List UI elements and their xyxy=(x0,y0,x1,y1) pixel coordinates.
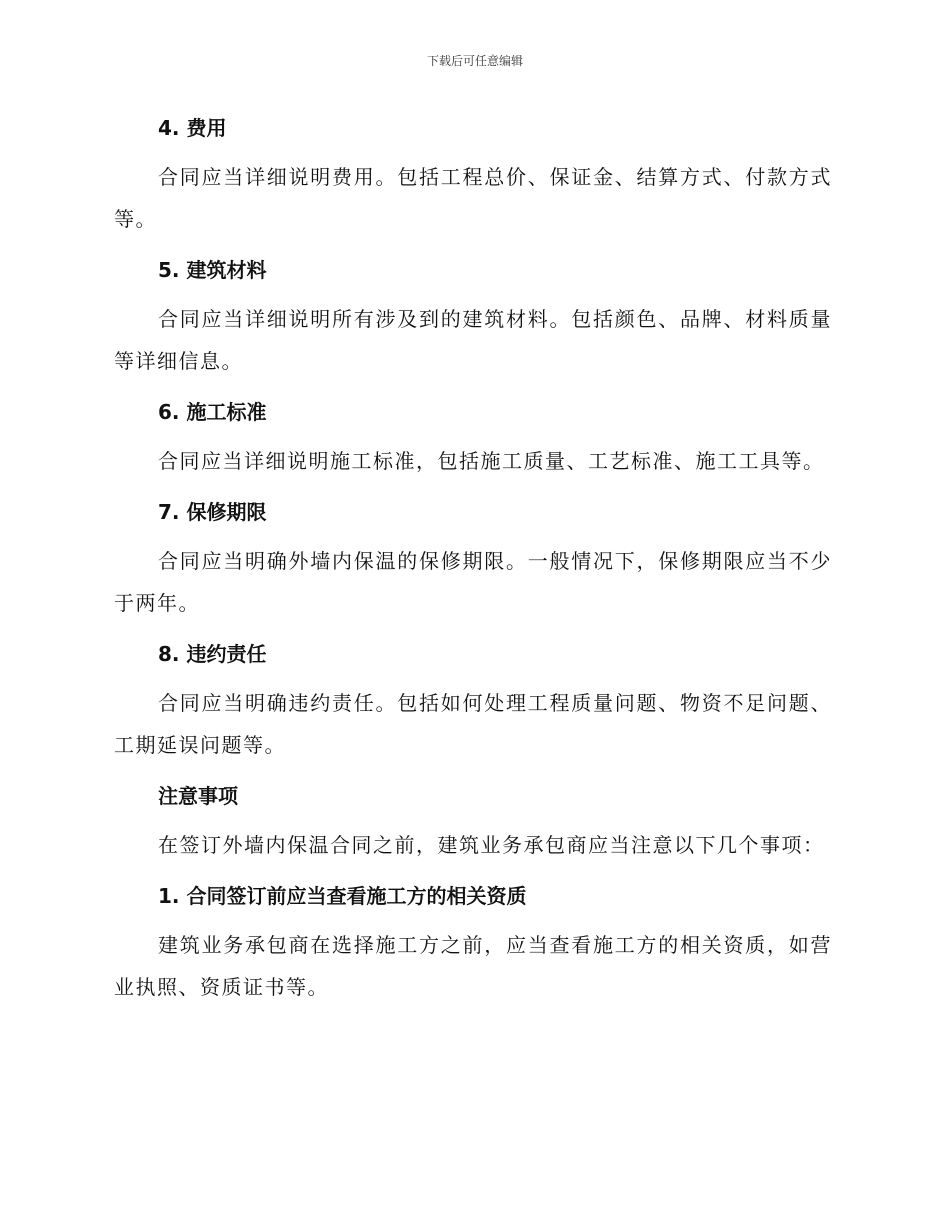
section-heading: 注意事项 xyxy=(158,784,238,808)
section-materials xyxy=(114,250,832,382)
section-paragraph: 合同应当明确违约责任。包括如何处理工程质量问题、物资不足问题、工期延误问题等。 xyxy=(114,691,832,757)
section-qualification-check xyxy=(114,876,832,1008)
document-body xyxy=(114,108,832,1018)
section-paragraph: 合同应当详细说明费用。包括工程总价、保证金、结算方式、付款方式等。 xyxy=(114,165,832,231)
section-heading: 8. 违约责任 xyxy=(158,642,267,666)
section-paragraph: 合同应当详细说明所有涉及到的建筑材料。包括颜色、品牌、材料质量等详细信息。 xyxy=(114,307,832,373)
section-paragraph: 建筑业务承包商在选择施工方之前，应当查看施工方的相关资质，如营业执照、资质证书等。 xyxy=(114,933,832,999)
section-standards xyxy=(114,392,832,482)
section-paragraph: 在签订外墙内保温合同之前，建筑业务承包商应当注意以下几个事项： xyxy=(158,833,825,857)
section-heading: 7. 保修期限 xyxy=(158,500,267,524)
section-fees xyxy=(114,108,832,240)
page-header-note: 下载后可任意编辑 xyxy=(426,54,523,68)
section-paragraph: 合同应当明确外墙内保温的保修期限。一般情况下，保修期限应当不少于两年。 xyxy=(114,549,832,615)
section-liability xyxy=(114,634,832,766)
section-warranty xyxy=(114,492,832,624)
section-paragraph: 合同应当详细说明施工标准，包括施工质量、工艺标准、施工工具等。 xyxy=(158,449,825,473)
section-heading: 4. 费用 xyxy=(158,116,227,140)
section-heading: 6. 施工标准 xyxy=(158,400,267,424)
section-notes xyxy=(114,776,832,866)
section-heading: 1. 合同签订前应当查看施工方的相关资质 xyxy=(158,884,527,908)
section-heading: 5. 建筑材料 xyxy=(158,258,267,282)
